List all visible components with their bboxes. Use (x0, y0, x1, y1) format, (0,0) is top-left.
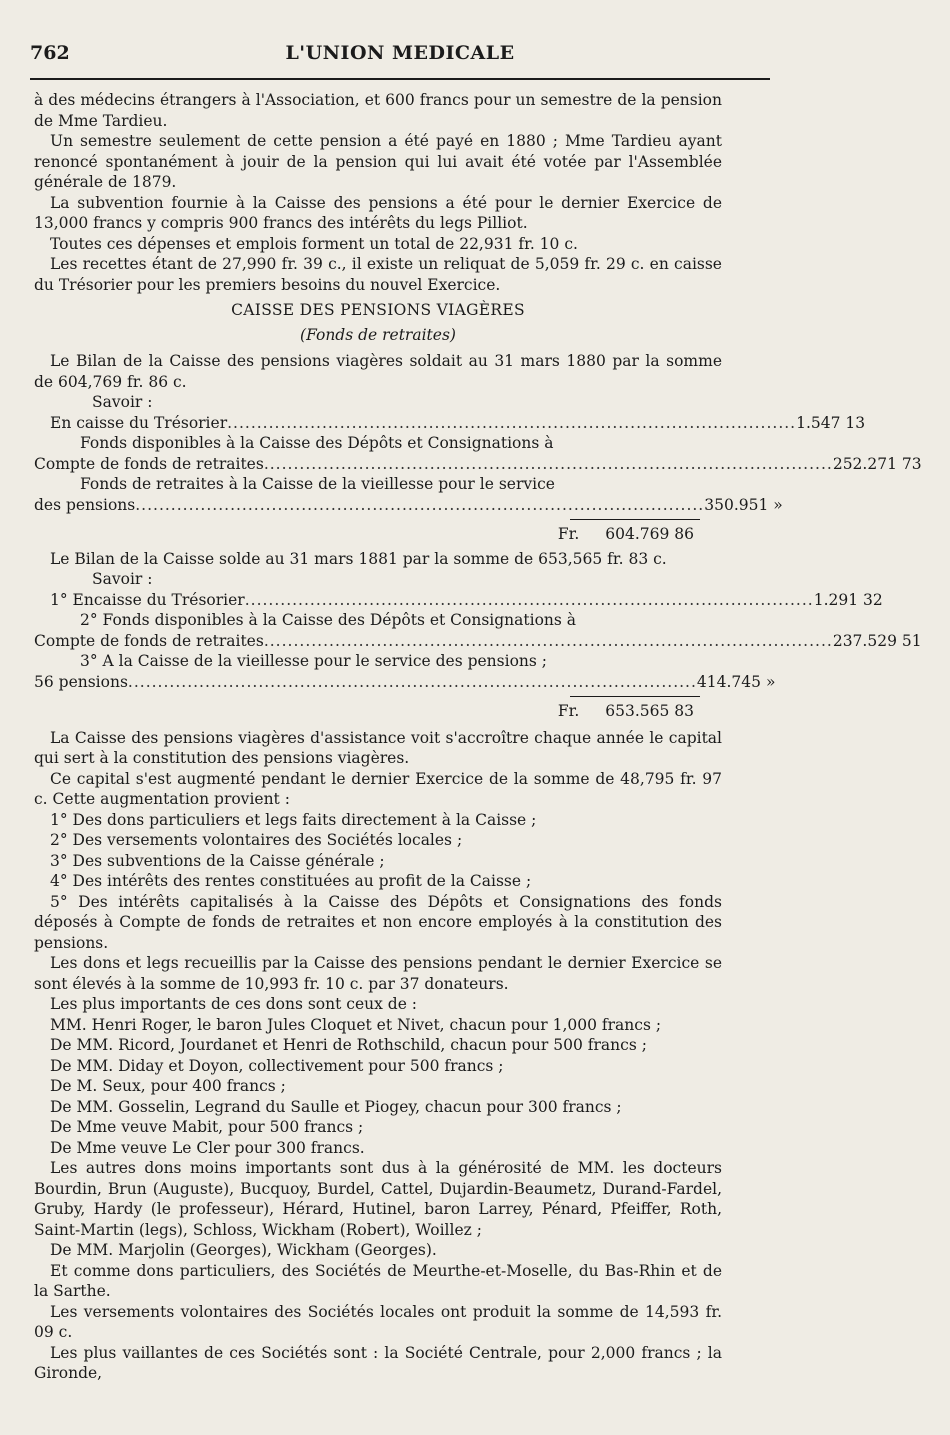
savoir-label: Savoir : (92, 570, 153, 588)
don-item: De MM. Ricord, Jourdanet et Henri de Rothschild, chacun pour 500 francs ; (50, 1036, 647, 1054)
ledger-row (34, 413, 866, 434)
leader-dots: ................................................................................................ (244, 590, 814, 609)
ledger-row (34, 495, 783, 516)
dons-lead: Les plus importants de ces dons sont ceux de : (50, 995, 418, 1013)
section-subtitle: (Fonds de retraites) (300, 325, 456, 344)
ledger-row (34, 590, 883, 611)
ledger-1881 (34, 590, 922, 722)
source-item: 5° Des intérêts capitalisés à la Caisse des Dépôts et Consignations des fonds déposés à Compte de fonds de retraites et non encore employés à la constitution des pensions. (34, 892, 722, 952)
dons-intro: Les dons et legs recueillis par la Caisse des pensions pendant le dernier Exercice se sont élevés à la somme de 10,993 fr. 10 c. par 37 donateurs. (34, 954, 722, 993)
intro-paragraph: Un semestre seulement de cette pension a été payé en 1880 ; Mme Tardieu ayant renoncé spontanément à jouir de la pension qui lui avait été votée par l'Assemblée générale de 1879. (34, 132, 722, 191)
societes-dons: Et comme dons particuliers, des Sociétés de Meurthe-et-Moselle, du Bas-Rhin et de la Sarthe. (34, 1261, 722, 1300)
source-item: 3° Des subventions de la Caisse générale ; (50, 851, 385, 870)
section-title: CAISSE DES PENSIONS VIAGÈRES (231, 301, 525, 319)
don-item: De Mme veuve Le Cler pour 300 francs. (50, 1138, 365, 1157)
ledger-row-value: 350.951 » (704, 495, 783, 514)
don-item: De MM. Marjolin (Georges), Wickham (Georges). (50, 1241, 437, 1259)
don-item: De MM. Diday et Doyon, collectivement pour 500 francs ; (50, 1056, 504, 1075)
leader-dots: ................................................................................................ (227, 413, 797, 432)
header-rule (30, 78, 770, 80)
autres-dons: Les autres dons moins importants sont dus à la générosité de MM. les docteurs Bourdin, Brun (Auguste), Bucquoy, Burdel, Cattel, Dujardin-Beaumetz, Durand-Fardel, Gruby, Hardy (le professeur), Hérard, Hutinel, baron Larrey, Pénard, Pfeiffer, Roth, Saint-Martin (legs), Schloss, Wickham (Robert), Woillez ; (34, 1159, 722, 1239)
ledger-row-label: Compte de fonds de retraites (34, 454, 264, 473)
ledger-row-label: En caisse du Trésorier (50, 413, 228, 432)
ledger-row-label: 2° Fonds disponibles à la Caisse des Dépôts et Consignations à (80, 611, 577, 629)
ledger-row-value: 252.271 73 (832, 454, 922, 473)
ledger-total (34, 701, 722, 722)
page-header (30, 34, 770, 78)
ledger-row (34, 631, 922, 652)
body-paragraph: Ce capital s'est augmenté pendant le dernier Exercice de la somme de 48,795 fr. 97 c. Cette augmentation provient : (34, 769, 722, 808)
ledger-1880 (34, 413, 922, 545)
ledger-row (34, 651, 722, 672)
running-title: L'UNION MEDICALE (285, 42, 515, 64)
ledger-row (34, 672, 776, 693)
source-item: 1° Des dons particuliers et legs faits directement à la Caisse ; (50, 810, 537, 829)
ledger-row-label: Compte de fonds de retraites (34, 631, 264, 650)
don-item: MM. Henri Roger, le baron Jules Cloquet et Nivet, chacun pour 1,000 francs ; (50, 1015, 662, 1034)
ledger-row-label: 1° Encaisse du Trésorier (50, 590, 245, 609)
bilan-1881-intro: Le Bilan de la Caisse solde au 31 mars 1881 par la somme de 653,565 fr. 83 c. (50, 549, 667, 568)
ledger-row-value: 1.547 13 (796, 413, 866, 432)
ledger-row-label: 56 pensions (34, 672, 128, 691)
ledger-row-value: 1.291 32 (813, 590, 883, 609)
ledger-row-value: 414.745 » (696, 672, 776, 691)
page-body (34, 90, 922, 1384)
total-label: Fr. (557, 525, 580, 543)
ledger-row (34, 474, 722, 495)
versements-paragraph: Les versements volontaires des Sociétés locales ont produit la somme de 14,593 fr. 09 c. (34, 1302, 722, 1341)
intro-paragraph: Les recettes étant de 27,990 fr. 39 c., il existe un reliquat de 5,059 fr. 29 c. en caisse du Trésorier pour les premiers besoins du nouvel Exercice. (34, 255, 722, 294)
ledger-row (34, 454, 922, 475)
ledger-row-label: Fonds de retraites à la Caisse de la vieillesse pour le service (80, 475, 555, 493)
leader-dots: ................................................................................................ (135, 495, 705, 514)
source-item: 4° Des intérêts des rentes constituées au profit de la Caisse ; (50, 872, 532, 890)
intro-paragraph: La subvention fournie à la Caisse des pensions a été pour le dernier Exercice de 13,000 francs y compris 900 francs des intérêts du legs Pilliot. (34, 193, 722, 232)
don-item: De M. Seux, pour 400 francs ; (50, 1077, 286, 1095)
don-item: De MM. Gosselin, Legrand du Saulle et Piogey, chacun pour 300 francs ; (50, 1097, 622, 1116)
intro-paragraph: à des médecins étrangers à l'Association, et 600 francs pour un semestre de la pension de Mme Tardieu. (34, 91, 722, 130)
ledger-row-label: des pensions (34, 495, 136, 514)
total-rule (570, 519, 700, 520)
don-item: De Mme veuve Mabit, pour 500 francs ; (50, 1118, 364, 1136)
body-paragraph: La Caisse des pensions viagères d'assistance voit s'accroître chaque année le capital qui sert à la constitution des pensions viagères. (34, 728, 722, 767)
ledger-row (34, 610, 722, 631)
total-label: Fr. (557, 702, 580, 720)
ledger-row-label: 3° A la Caisse de la vieillesse pour le service des pensions ; (80, 652, 547, 670)
bilan-1880-intro: Le Bilan de la Caisse des pensions viagères soldait au 31 mars 1880 par la somme de 604,769 fr. 86 c. (34, 352, 722, 391)
intro-paragraph: Toutes ces dépenses et emplois forment un total de 22,931 fr. 10 c. (50, 234, 578, 253)
source-item: 2° Des versements volontaires des Sociétés locales ; (50, 831, 463, 849)
page-number: 762 (30, 42, 70, 64)
ledger-total (34, 524, 722, 545)
leader-dots: ................................................................................................ (263, 454, 833, 473)
leader-dots: ................................................................................................ (263, 631, 833, 650)
ledger-row-label: Fonds disponibles à la Caisse des Dépôts et Consignations à (80, 434, 554, 452)
ledger-row (34, 433, 722, 454)
savoir-label: Savoir : (92, 393, 153, 411)
leader-dots: ................................................................................................ (127, 672, 697, 691)
total-value: 653.565 83 (605, 702, 694, 720)
vaillantes-paragraph: Les plus vaillantes de ces Sociétés sont : la Société Centrale, pour 2,000 francs ; la Gironde, (34, 1343, 722, 1382)
ledger-row-value: 237.529 51 (832, 631, 922, 650)
total-value: 604.769 86 (605, 525, 694, 543)
total-rule (570, 696, 700, 697)
